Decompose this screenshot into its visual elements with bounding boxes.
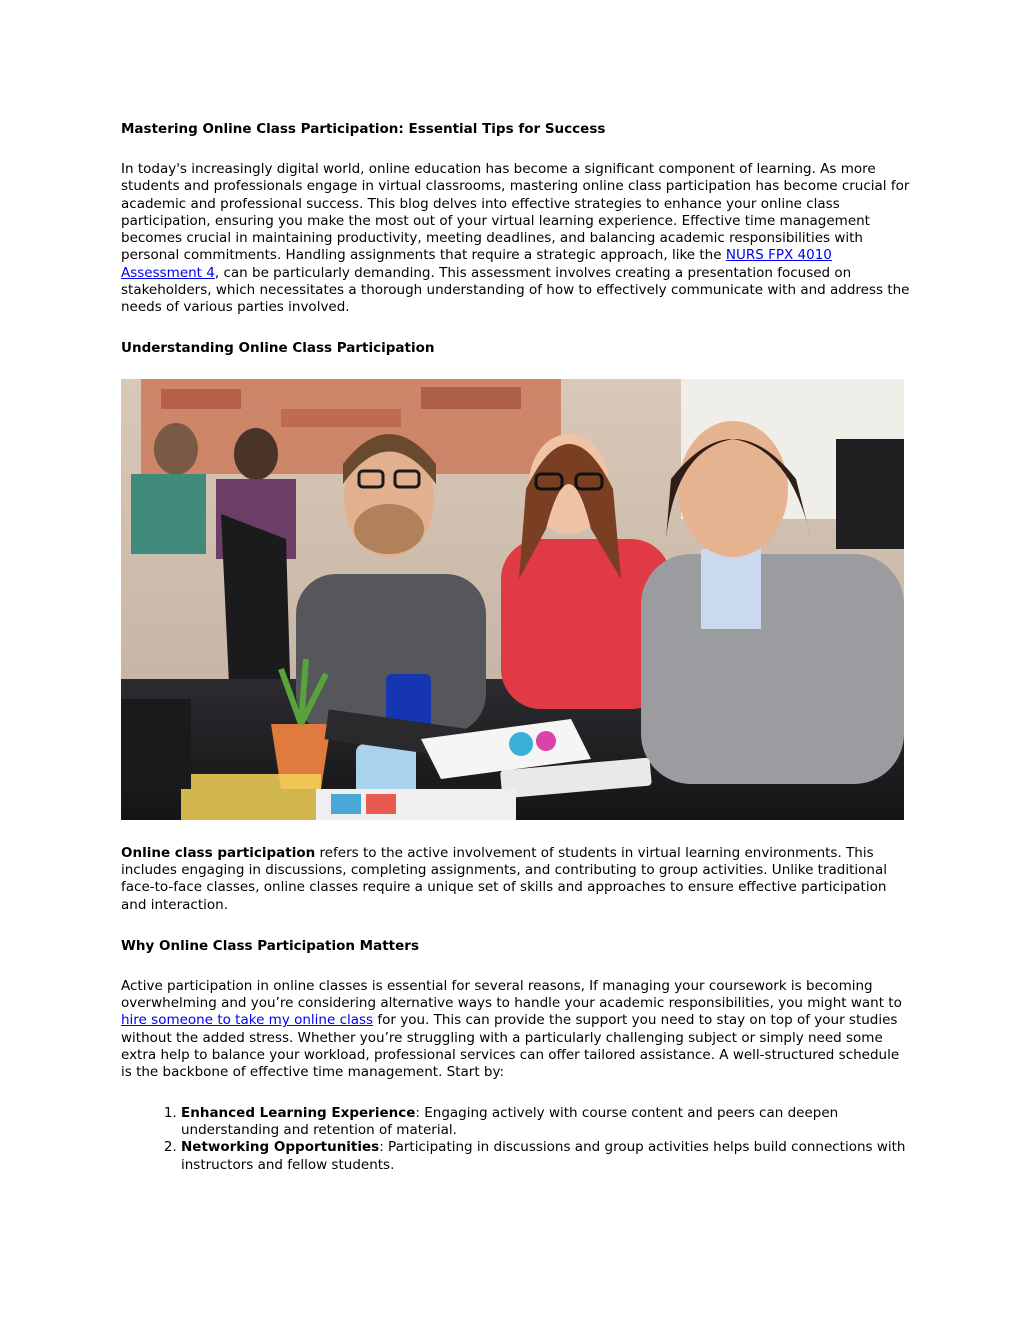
definition-paragraph [121, 845, 911, 914]
list-item [181, 1139, 911, 1174]
hire-online-class-link[interactable]: hire someone to take my online class [121, 1012, 374, 1029]
article-title: Mastering Online Class Participation: Essential Tips for Success [121, 121, 606, 137]
list-item-title: Networking Opportunities [181, 1139, 380, 1156]
nurs-assessment-link[interactable]: NURS FPX 4010 Assessment 4 [121, 247, 832, 281]
definition-term: Online class participation [121, 844, 316, 861]
classroom-photo [121, 379, 904, 820]
definition-text: refers to the active involvement of students in virtual learning environments. This includes engaging in discussions, completing assignments, and contributing to group activities. Unlike traditional face-to-face classes, online classes require a unique set of skills and approaches to ensure effective participation and interaction. [121, 844, 887, 913]
intro-paragraph [121, 161, 911, 317]
list-item [181, 1105, 911, 1140]
benefits-list [121, 1105, 911, 1174]
intro-text-before: In today's increasingly digital world, online education has become a significant component of learning. As more students and professionals engage in virtual classrooms, mastering online class participation has become crucial for academic and professional success. This blog delves into effective strategies to enhance your online class participation, ensuring you make the most out of your virtual learning experience. Effective time management becomes crucial in maintaining productivity, meeting deadlines, and balancing academic responsibilities with personal commitments. Handling assignments that require a strategic approach, like the [121, 161, 910, 264]
article [121, 120, 911, 1174]
list-item-text: : Engaging actively with course content and peers can deepen understanding and retention of material. [181, 1104, 839, 1138]
list-item-title: Enhanced Learning Experience [181, 1104, 416, 1121]
active-text-before: Active participation in online classes is essential for several reasons, If managing your coursework is becoming overwhelming and you’re considering alternative ways to handle your academic responsibilities, you might want to [121, 977, 902, 1012]
section-heading-understanding: Understanding Online Class Participation [121, 339, 435, 356]
active-participation-paragraph [121, 978, 911, 1082]
active-text-after: for you. This can provide the support you need to stay on top of your studies without the added stress. Whether you’re struggling with a particularly challenging subject or simply need some extra help to balance your workload, professional services can offer tailored assistance. A well-structured schedule is the backbone of effective time management. Start by: [121, 1012, 900, 1081]
section-heading-why: Why Online Class Participation Matters [121, 937, 419, 954]
list-item-text: : Participating in discussions and group activities helps build connections with instructors and fellow students. [181, 1139, 906, 1173]
intro-text-after: , can be particularly demanding. This assessment involves creating a presentation focused on stakeholders, which necessitates a thorough understanding of how to effectively communicate with and address the needs of various parties involved. [121, 264, 910, 316]
classroom-photo-illustration [121, 379, 904, 820]
